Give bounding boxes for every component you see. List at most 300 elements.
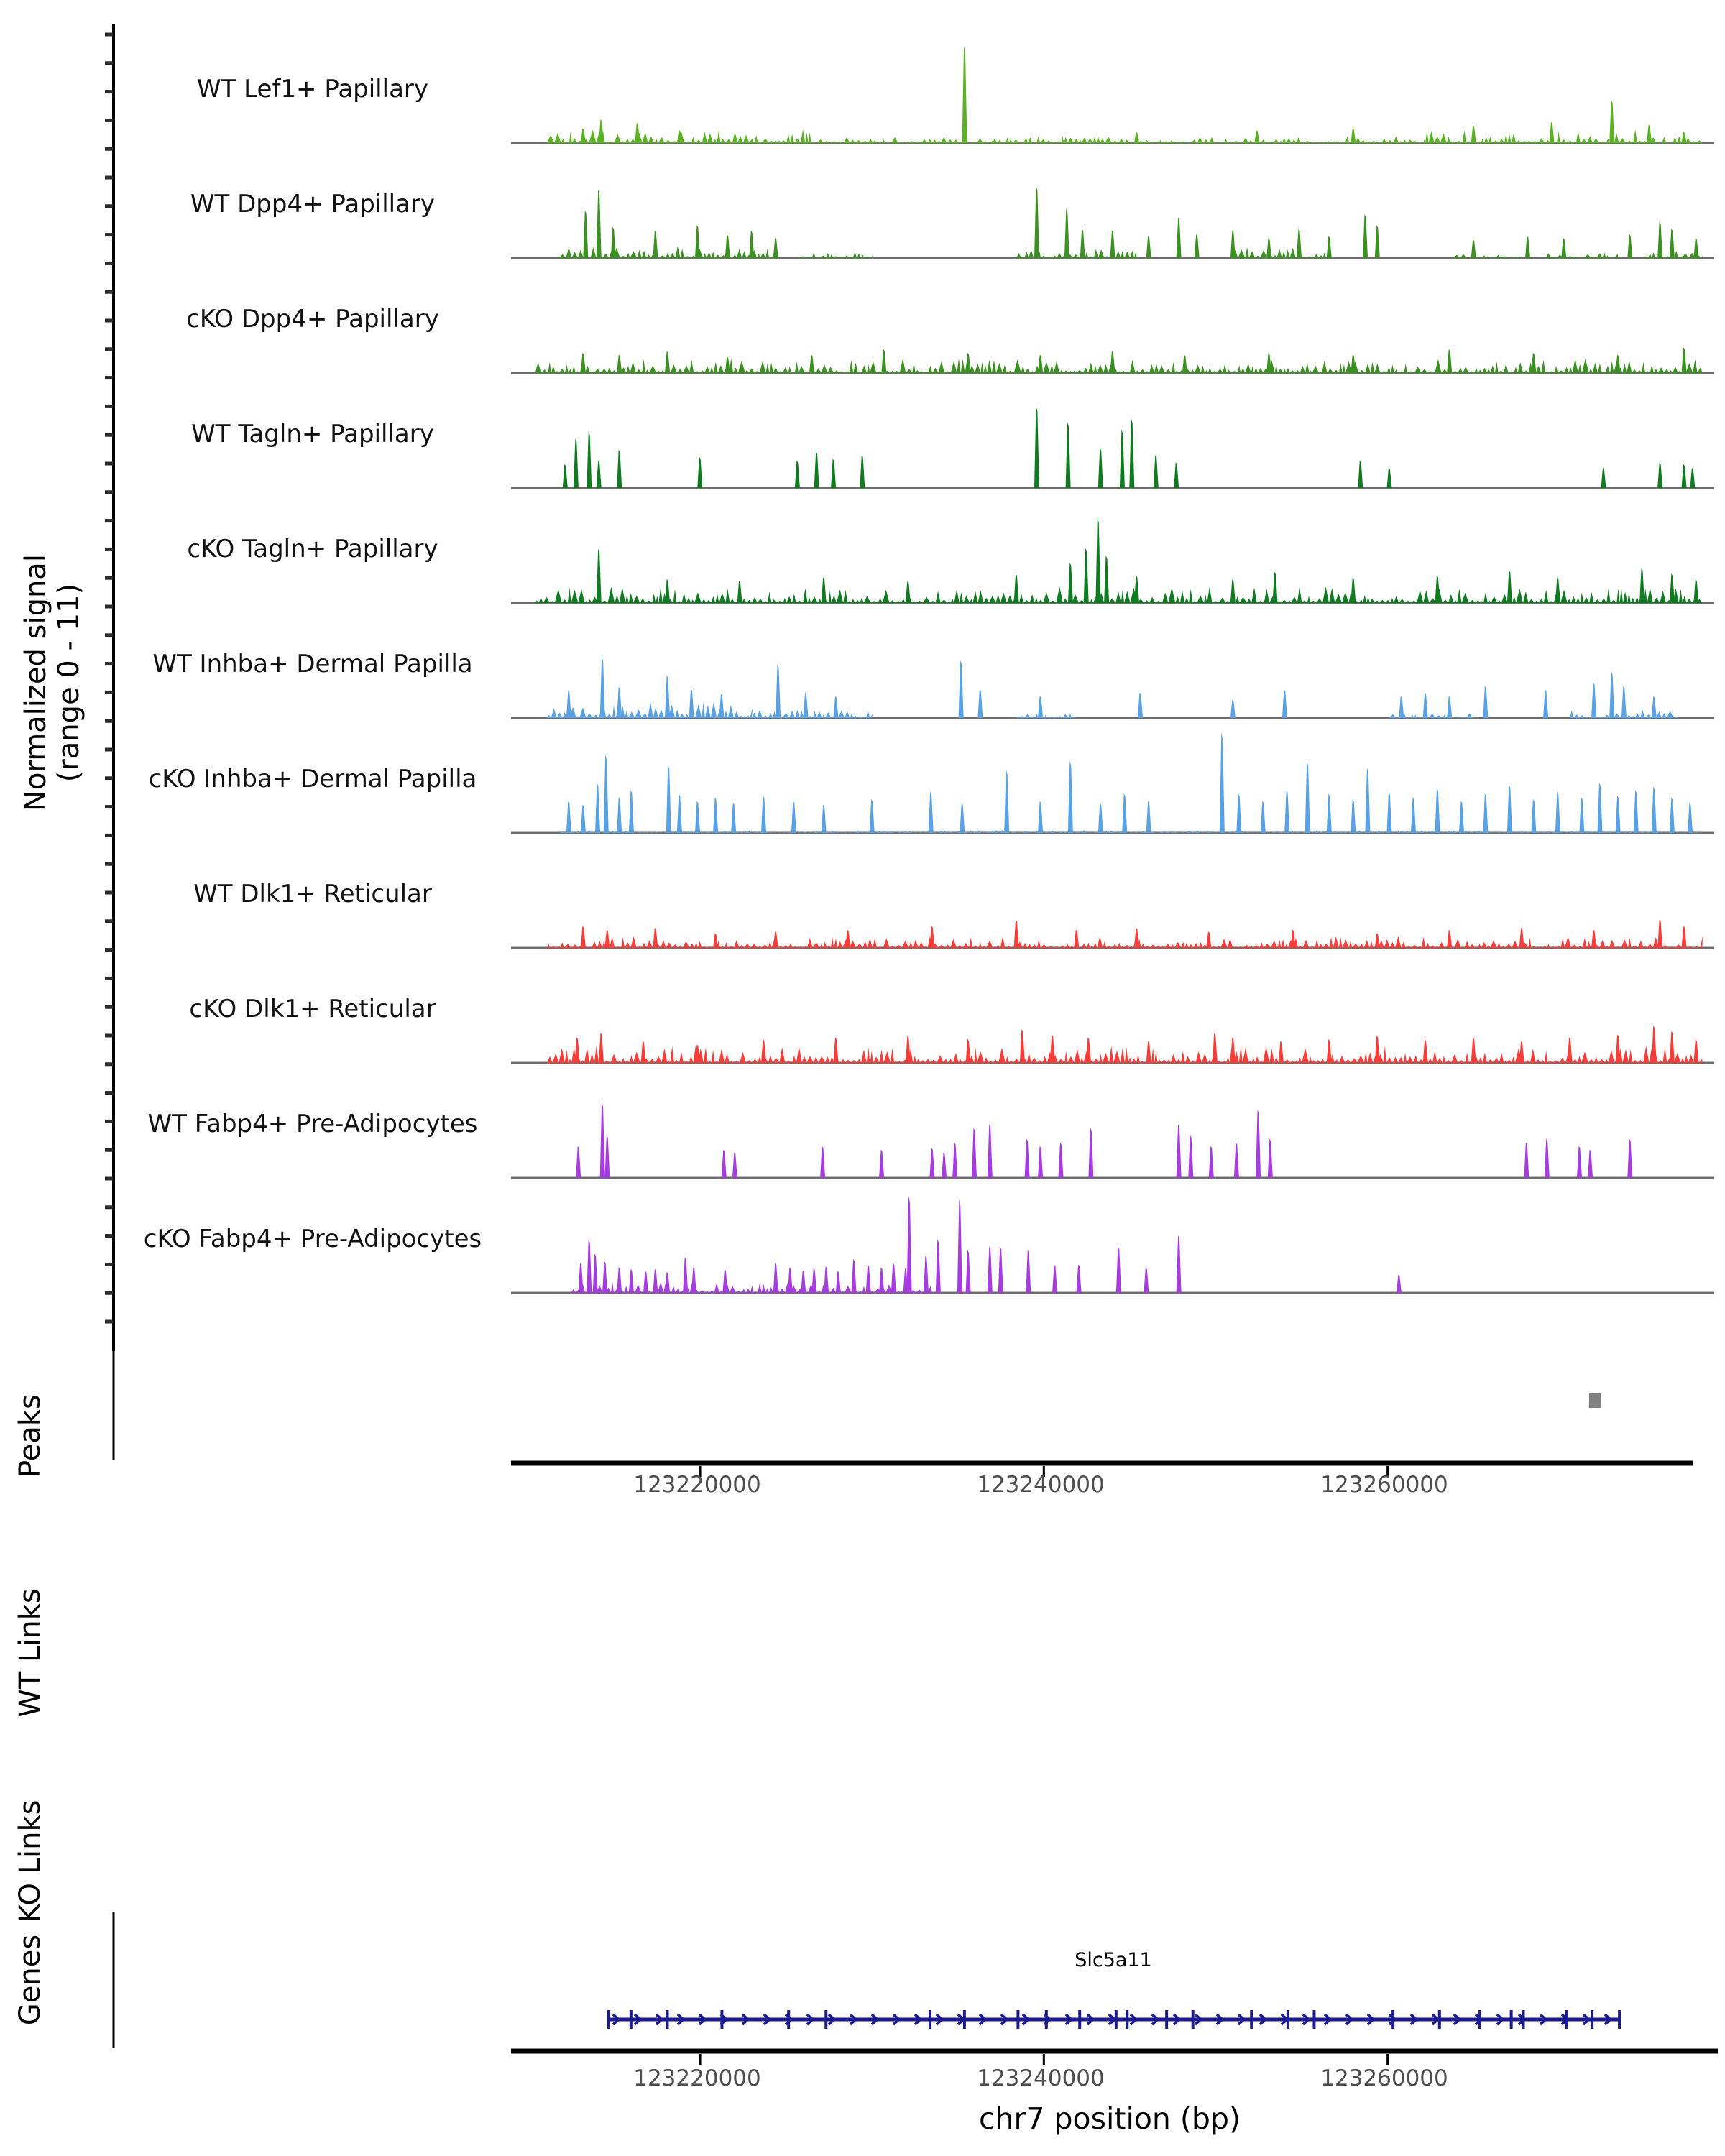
- coverage-peak-spike: [960, 803, 965, 833]
- coverage-peak-spike: [1134, 132, 1139, 143]
- coverage-peak-spike: [695, 225, 700, 258]
- coverage-base-signal: [752, 710, 873, 718]
- coverage-peak-spike: [1177, 1124, 1182, 1178]
- coverage-peak-spike: [809, 355, 814, 374]
- coverage-peak-spike: [822, 805, 827, 834]
- y-axis-label-line2: (range 0 - 11): [52, 583, 86, 783]
- upper-x-tick-123240000: 123240000: [977, 1472, 1105, 1498]
- coverage-peak-spike: [761, 796, 766, 833]
- coverage-peak-spike: [586, 1239, 592, 1293]
- coverage-peak-spike: [1034, 406, 1039, 489]
- coverage-peak-spike: [957, 1199, 962, 1293]
- coverage-peak-spike: [1693, 238, 1698, 258]
- coverage-peak-spike: [1688, 803, 1693, 833]
- section-label-genes: Genes: [14, 1934, 47, 2026]
- coverage-peak-spike: [1050, 1035, 1055, 1064]
- coverage-peak-spike: [599, 119, 604, 143]
- coverage-peak-spike: [1266, 353, 1271, 373]
- coverage-peak-spike: [643, 1271, 648, 1294]
- coverage-peak-spike: [866, 1265, 871, 1294]
- coverage-peak-spike: [641, 1041, 646, 1064]
- coverage-peak-spike: [791, 801, 796, 834]
- track-label-cko-dpp4: cKO Dpp4+ Papillary: [186, 305, 439, 333]
- coverage-peak-spike: [1387, 468, 1392, 488]
- track-label-wt-dlk1: WT Dlk1+ Reticular: [193, 880, 432, 908]
- coverage-base-signal: [547, 1046, 1702, 1063]
- coverage-peak-spike: [788, 1267, 793, 1293]
- coverage-peak-spike: [1273, 572, 1278, 603]
- track-label-cko-fabp4: cKO Fabp4+ Pre-Adipocytes: [143, 1225, 482, 1253]
- coverage-peak-spike: [597, 549, 602, 603]
- coverage-peak-spike: [731, 803, 736, 833]
- coverage-peak-spike: [1188, 1135, 1193, 1178]
- coverage-peak-spike: [1375, 225, 1380, 258]
- coverage-peak-spike: [907, 1196, 912, 1293]
- coverage-peak-spike: [617, 687, 622, 718]
- coverage-peak-spike: [1609, 671, 1614, 718]
- coverage-peak-spike: [732, 1152, 737, 1178]
- coverage-peak-spike: [1213, 1033, 1218, 1063]
- coverage-base-signal: [535, 586, 1703, 603]
- coverage-peak-spike: [1038, 1146, 1043, 1179]
- coverage-peak-spike: [1657, 920, 1662, 949]
- coverage-peak-spike: [635, 123, 640, 143]
- coverage-peak-spike: [653, 231, 658, 258]
- coverage-peak-spike: [583, 211, 588, 258]
- coverage-peak-spike: [1068, 563, 1073, 603]
- upper-x-tick-123260000: 123260000: [1320, 1472, 1448, 1498]
- coverage-peak-spike: [972, 1128, 977, 1178]
- coverage-peak-spike: [966, 353, 971, 373]
- coverage-peak-spike: [952, 1142, 957, 1178]
- coverage-peak-spike: [1601, 468, 1606, 488]
- coverage-peak-spike: [1627, 1138, 1632, 1178]
- coverage-peak-spike: [629, 790, 634, 833]
- coverage-peak-spike: [1483, 793, 1488, 833]
- coverage-peak-spike: [1256, 1110, 1261, 1179]
- coverage-peak-spike: [1375, 934, 1380, 948]
- coverage-peak-spike: [1363, 214, 1368, 258]
- coverage-peak-spike: [1690, 468, 1695, 488]
- coverage-peak-spike: [776, 664, 781, 718]
- section-label-wt-links: WT Links: [14, 1588, 47, 1718]
- coverage-peak-spike: [998, 1246, 1003, 1293]
- coverage-peak-spike: [1693, 579, 1698, 603]
- coverage-peak-spike: [697, 457, 702, 488]
- coverage-peak-spike: [1447, 349, 1452, 373]
- coverage-peak-spike: [1038, 355, 1043, 374]
- coverage-peak-spike: [665, 351, 670, 374]
- coverage-peak-spike: [1351, 129, 1356, 143]
- coverage-peak-spike: [1098, 448, 1103, 488]
- section-label-peaks: Peaks: [14, 1394, 47, 1478]
- coverage-peak-spike: [1627, 234, 1632, 258]
- coverage-peak-spike: [1652, 1026, 1657, 1063]
- coverage-peak-spike: [820, 1146, 825, 1179]
- coverage-peak-spike: [1471, 126, 1476, 143]
- coverage-peak-spike: [852, 1259, 857, 1293]
- coverage-peak-spike: [804, 692, 809, 718]
- coverage-peak-spike: [683, 1257, 688, 1293]
- coverage-peak-spike: [1647, 125, 1652, 144]
- coverage-peak-spike: [978, 690, 983, 719]
- coverage-peak-spike: [1525, 236, 1530, 259]
- coverage-peak-spike: [1365, 768, 1370, 833]
- coverage-peak-spike: [723, 1269, 728, 1293]
- coverage-peak-spike: [576, 1146, 581, 1179]
- coverage-peak-spike: [629, 1269, 634, 1293]
- coverage-peak-spike: [566, 801, 571, 834]
- coverage-peak-spike: [1682, 132, 1687, 143]
- coverage-peak-spike: [1670, 1031, 1675, 1064]
- coverage-peak-spike: [834, 1037, 839, 1063]
- coverage-peak-spike: [1095, 517, 1100, 603]
- coverage-peak-spike: [929, 926, 934, 949]
- coverage-peak-spike: [1550, 122, 1555, 143]
- coverage-peak-spike: [1077, 1265, 1082, 1294]
- coverage-peak-spike: [1543, 690, 1548, 719]
- coverage-peak-spike: [811, 1268, 816, 1293]
- coverage-peak-spike: [617, 1267, 622, 1293]
- coverage-peak-spike: [1327, 236, 1332, 259]
- coverage-peak-spike: [1351, 799, 1356, 833]
- coverage-peak-spike: [566, 691, 571, 718]
- coverage-peak-spike: [1080, 229, 1085, 258]
- coverage-peak-spike: [1074, 930, 1079, 949]
- coverage-peak-spike: [600, 657, 605, 718]
- track-label-cko-dlk1: cKO Dlk1+ Reticular: [189, 995, 436, 1023]
- coverage-peak-spike: [1519, 1041, 1524, 1064]
- coverage-peak-spike: [1609, 100, 1614, 143]
- coverage-peak-spike: [942, 1152, 947, 1178]
- coverage-peak-spike: [579, 1263, 584, 1293]
- coverage-peak-spike: [929, 792, 934, 833]
- track-label-wt-lef1: WT Lef1+ Papillary: [196, 75, 429, 103]
- coverage-peak-spike: [836, 1271, 841, 1294]
- coverage-peak-spike: [1104, 556, 1109, 603]
- coverage-peak-spike: [1086, 1037, 1091, 1063]
- coverage-peak-spike: [1279, 1041, 1284, 1064]
- coverage-peak-spike: [581, 353, 586, 373]
- coverage-peak-spike: [581, 926, 586, 949]
- coverage-peak-spike: [1004, 770, 1009, 833]
- coverage-peak-spike: [1154, 455, 1159, 488]
- coverage-peak-spike: [604, 1135, 610, 1178]
- coverage-peak-spike: [600, 1102, 605, 1178]
- coverage-peak-spike: [1120, 430, 1125, 489]
- coverage-peak-spike: [1652, 696, 1657, 719]
- coverage-peak-spike: [1182, 355, 1187, 374]
- coverage-peak-spike: [1138, 692, 1143, 718]
- coverage-peak-spike: [1038, 696, 1043, 719]
- coverage-peak-spike: [966, 1039, 971, 1063]
- coverage-peak-spike: [1598, 783, 1603, 833]
- coverage-peak-spike: [1230, 1037, 1236, 1063]
- coverage-peak-spike: [1507, 570, 1512, 603]
- coverage-peak-spike: [1507, 785, 1512, 834]
- coverage-peak-spike: [1230, 700, 1236, 719]
- coverage-peak-spike: [1064, 208, 1070, 258]
- coverage-peak-spike: [1144, 1267, 1149, 1293]
- coverage-peak-spike: [1579, 797, 1584, 833]
- coverage-peak-spike: [1588, 1150, 1593, 1179]
- coverage-peak-spike: [1555, 792, 1560, 833]
- coverage-peak-spike: [962, 46, 967, 143]
- coverage-peak-spike: [725, 234, 730, 258]
- lower-x-tick-123240000: 123240000: [977, 2065, 1105, 2091]
- coverage-peak-spike: [695, 801, 700, 834]
- coverage-peak-spike: [1577, 1146, 1582, 1179]
- coverage-peak-spike: [1098, 803, 1103, 833]
- coverage-base-signal: [571, 1280, 932, 1293]
- coverage-peak-spike: [1471, 240, 1476, 259]
- coverage-peak-spike: [1195, 234, 1200, 258]
- coverage-peak-spike: [1116, 1246, 1121, 1293]
- coverage-peak-spike: [834, 696, 839, 719]
- coverage-peak-spike: [1305, 761, 1310, 834]
- coverage-peak-spike: [689, 688, 694, 718]
- upper-x-tick-123220000: 123220000: [633, 1472, 761, 1498]
- coverage-peak-spike: [1670, 797, 1675, 833]
- coverage-peak-spike: [713, 797, 718, 833]
- coverage-peak-spike: [1387, 792, 1392, 833]
- coverage-peak-spike: [845, 930, 850, 949]
- coverage-peak-spike: [824, 1266, 829, 1293]
- coverage-peak-spike: [1206, 931, 1211, 948]
- coverage-peak-spike: [1423, 692, 1428, 718]
- coverage-peak-spike: [1682, 347, 1687, 373]
- coverage-peak-spike: [1447, 930, 1452, 949]
- coverage-peak-spike: [1524, 1142, 1529, 1178]
- coverage-peak-spike: [1397, 1275, 1402, 1294]
- coverage-peak-spike: [1014, 920, 1019, 949]
- coverage-base-signal: [547, 936, 1703, 949]
- track-label-wt-inhba: WT Inhba+ Dermal Papilla: [152, 650, 473, 678]
- coverage-peak-spike: [1545, 1138, 1550, 1178]
- coverage-peak-spike: [597, 461, 602, 488]
- coverage-peak-spike: [1129, 418, 1134, 488]
- coverage-peak-spike: [1639, 568, 1644, 603]
- coverage-peak-spike: [891, 1263, 896, 1293]
- coverage-peak-spike: [860, 455, 865, 488]
- coverage-peak-spike: [1052, 1265, 1057, 1294]
- coverage-peak-spike: [1026, 1250, 1031, 1293]
- coverage-peak-spike: [677, 793, 682, 833]
- coverage-peak-spike: [1146, 236, 1151, 259]
- coverage-peak-spike: [814, 451, 819, 488]
- coverage-peak-spike: [1471, 1037, 1476, 1063]
- coverage-peak-spike: [599, 1033, 604, 1063]
- coverage-peak-spike: [1591, 682, 1596, 718]
- coverage-peak-spike: [1670, 573, 1675, 603]
- coverage-peak-spike: [795, 461, 800, 488]
- coverage-peak-spike: [602, 1261, 607, 1294]
- coverage-peak-spike: [1084, 548, 1089, 603]
- x-axis-title: chr7 position (bp): [979, 2101, 1241, 2136]
- coverage-base-signal: [1233, 247, 1329, 258]
- gene-name-label: Slc5a11: [1075, 1949, 1152, 1971]
- track-label-wt-fabp4: WT Fabp4+ Pre-Adipocytes: [147, 1110, 478, 1138]
- coverage-peak-spike: [773, 238, 778, 258]
- coverage-peak-spike: [691, 1267, 696, 1293]
- coverage-peak-spike: [725, 356, 730, 373]
- coverage-peak-spike: [722, 1150, 727, 1179]
- track-label-cko-tagln: cKO Tagln+ Papillary: [187, 535, 438, 563]
- coverage-peak-spike: [879, 1267, 884, 1293]
- coverage-peak-spike: [1291, 930, 1296, 949]
- coverage-peak-spike: [1014, 573, 1019, 603]
- coverage-peak-spike: [1282, 690, 1287, 719]
- coverage-peak-spike: [1459, 801, 1464, 834]
- coverage-peak-spike: [1375, 1036, 1380, 1063]
- coverage-peak-spike: [1670, 229, 1675, 258]
- coverage-peak-spike: [1531, 799, 1536, 833]
- coverage-peak-spike: [1483, 686, 1488, 719]
- coverage-peak-spike: [1531, 353, 1536, 373]
- coverage-peak-spike: [1358, 461, 1363, 488]
- coverage-peak-spike: [604, 755, 609, 834]
- coverage-peak-spike: [1622, 686, 1627, 719]
- coverage-peak-spike: [1088, 1128, 1093, 1178]
- coverage-peak-spike: [1652, 786, 1657, 833]
- coverage-peak-spike: [1555, 577, 1560, 603]
- coverage-peak-spike: [597, 190, 602, 259]
- coverage-peak-spike: [1236, 793, 1241, 833]
- coverage-peak-spike: [1616, 1035, 1621, 1064]
- coverage-peak-spike: [1682, 464, 1687, 488]
- coverage-peak-spike: [801, 1270, 806, 1293]
- coverage-peak-spike: [617, 355, 622, 374]
- coverage-peak-spike: [1146, 801, 1151, 834]
- coverage-peak-spike: [1261, 801, 1266, 834]
- coverage-peak-spike: [665, 1272, 670, 1293]
- coverage-peak-spike: [988, 1124, 993, 1178]
- coverage-peak-spike: [1177, 218, 1182, 258]
- coverage-peak-spike: [870, 799, 875, 833]
- coverage-peak-spike: [653, 928, 658, 948]
- coverage-peak-spike: [713, 934, 718, 948]
- track-label-wt-tagln: WT Tagln+ Papillary: [191, 420, 434, 448]
- coverage-peak-spike: [1435, 788, 1440, 833]
- coverage-peak-spike: [1254, 130, 1259, 143]
- coverage-peak-spike: [773, 1263, 778, 1293]
- coverage-peak-spike: [1230, 231, 1236, 258]
- coverage-peak-spike: [653, 1269, 658, 1293]
- y-axis-label-line1: Normalized signal: [19, 554, 52, 811]
- lower-x-tick-123220000: 123220000: [633, 2065, 761, 2091]
- coverage-peak-spike: [1423, 1039, 1428, 1063]
- coverage-peak-spike: [581, 129, 586, 143]
- coverage-peak-spike: [611, 227, 616, 258]
- coverage-peak-spike: [737, 581, 742, 604]
- coverage-peak-spike: [604, 930, 610, 949]
- coverage-peak-spike: [575, 1037, 580, 1063]
- coverage-peak-spike: [581, 805, 586, 834]
- coverage-peak-spike: [563, 464, 568, 488]
- coverage-peak-spike: [749, 231, 754, 258]
- coverage-peak-spike: [1327, 793, 1332, 833]
- coverage-peak-spike: [1447, 696, 1452, 719]
- coverage-peak-spike: [988, 1246, 993, 1293]
- track-label-wt-dpp4: WT Dpp4+ Papillary: [190, 190, 436, 218]
- coverage-peak-spike: [1682, 926, 1687, 949]
- coverage-peak-spike: [1634, 790, 1639, 833]
- coverage-peak-spike: [1561, 238, 1566, 258]
- coverage-peak-spike: [593, 1253, 598, 1293]
- coverage-peak-spike: [1399, 696, 1404, 719]
- coverage-peak-spike: [761, 1039, 766, 1063]
- coverage-base-signal: [559, 247, 777, 259]
- coverage-peak-spike: [665, 579, 670, 603]
- coverage-peak-spike: [1519, 928, 1524, 948]
- coverage-peak-spike: [1174, 462, 1179, 488]
- coverage-peak-spike: [1220, 732, 1225, 833]
- coverage-peak-spike: [1020, 1029, 1025, 1063]
- lower-x-tick-123260000: 123260000: [1320, 2065, 1448, 2091]
- coverage-peak-spike: [1268, 1138, 1273, 1178]
- peak-interval-box: [1589, 1393, 1601, 1408]
- coverage-peak-spike: [1177, 1235, 1182, 1293]
- coverage-base-signal: [535, 359, 1703, 373]
- coverage-peak-spike: [879, 1150, 884, 1179]
- coverage-peak-spike: [1110, 351, 1116, 374]
- coverage-peak-spike: [1411, 797, 1416, 833]
- coverage-peak-spike: [1616, 796, 1621, 833]
- coverage-peak-spike: [881, 349, 886, 373]
- coverage-peak-spike: [1034, 186, 1039, 259]
- coverage-peak-spike: [1068, 761, 1073, 834]
- coverage-peak-spike: [1122, 793, 1127, 833]
- coverage-peak-spike: [924, 1256, 929, 1293]
- coverage-peak-spike: [1266, 238, 1271, 258]
- coverage-peak-spike: [1591, 930, 1596, 949]
- coverage-peak-spike: [666, 765, 671, 834]
- coverage-peak-spike: [906, 581, 911, 604]
- coverage-peak-spike: [719, 694, 724, 718]
- coverage-peak-spike: [1351, 577, 1356, 603]
- coverage-peak-spike: [929, 1148, 934, 1178]
- coverage-peak-spike: [1568, 1037, 1573, 1063]
- coverage-peak-spike: [1284, 790, 1289, 833]
- coverage-peak-spike: [1134, 928, 1139, 948]
- coverage-peak-spike: [1134, 576, 1139, 603]
- coverage-peak-spike: [1066, 422, 1071, 488]
- coverage-peak-spike: [1038, 801, 1043, 834]
- coverage-peak-spike: [617, 450, 622, 489]
- coverage-peak-spike: [617, 797, 622, 833]
- coverage-peak-spike: [1025, 1138, 1030, 1178]
- coverage-peak-spike: [1209, 1146, 1214, 1179]
- coverage-peak-spike: [1693, 1039, 1698, 1063]
- coverage-peak-spike: [1230, 579, 1236, 603]
- track-label-cko-inhba: cKO Inhba+ Dermal Papilla: [148, 765, 477, 793]
- coverage-peak-spike: [595, 783, 600, 833]
- coverage-peak-spike: [1657, 221, 1662, 258]
- coverage-peak-spike: [1110, 231, 1116, 258]
- coverage-peak-spike: [822, 577, 827, 603]
- coverage-peak-spike: [1234, 1142, 1239, 1178]
- coverage-peak-spike: [1297, 229, 1302, 258]
- coverage-peak-spike: [586, 431, 592, 488]
- section-label-ko-links: KO Links: [14, 1800, 47, 1923]
- coverage-peak-spike: [831, 459, 836, 488]
- coverage-peak-spike: [966, 1250, 971, 1293]
- coverage-peak-spike: [1657, 462, 1662, 488]
- coverage-peak-spike: [665, 675, 670, 718]
- coverage-peak-spike: [773, 931, 778, 948]
- coverage-peak-spike: [1059, 1142, 1064, 1178]
- coverage-peak-spike: [906, 1036, 911, 1063]
